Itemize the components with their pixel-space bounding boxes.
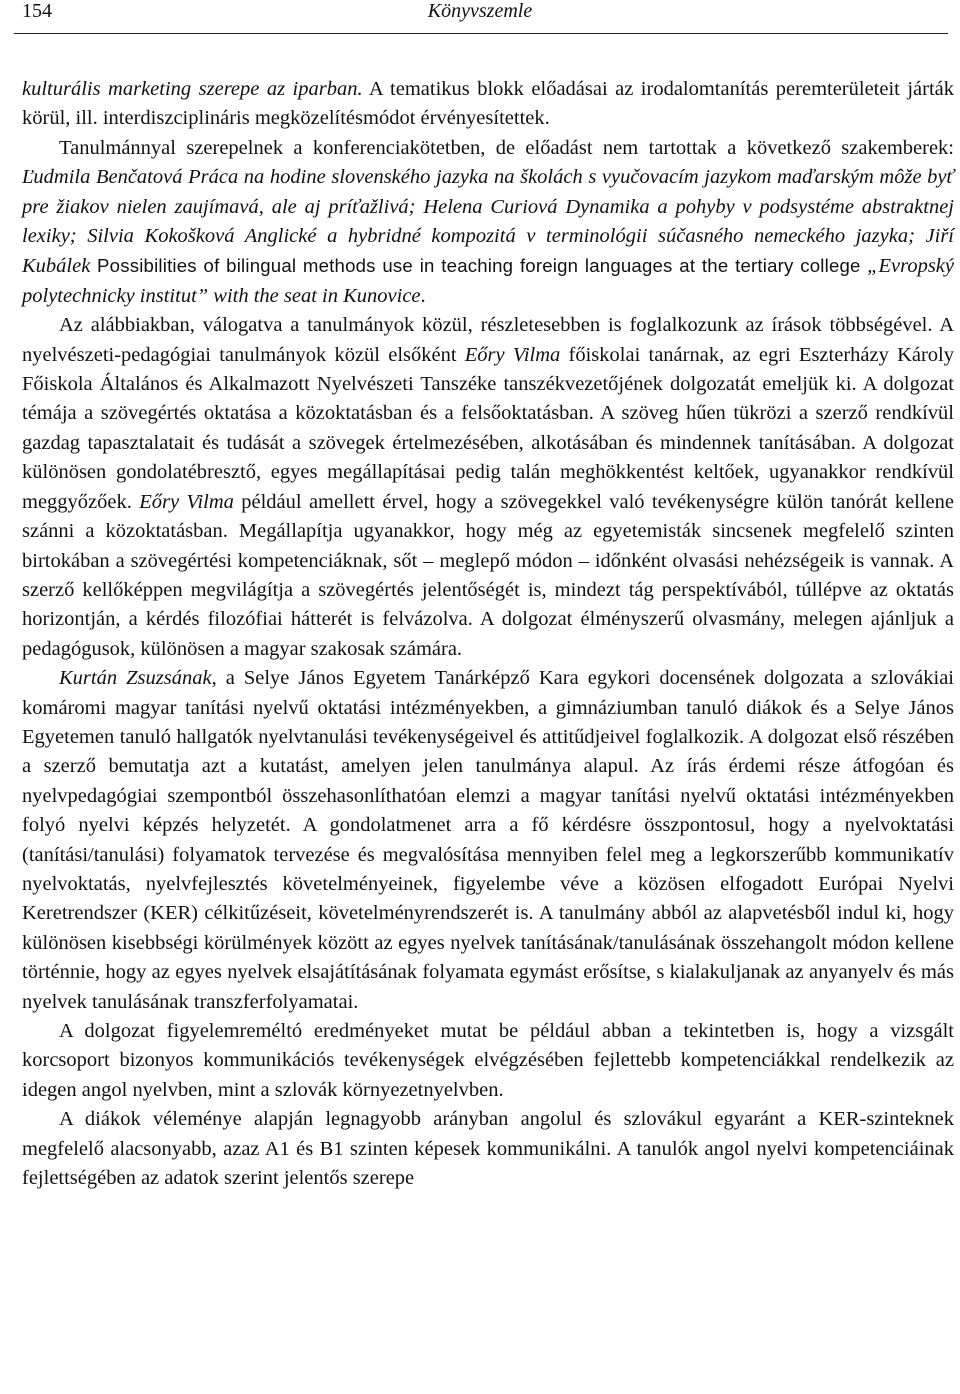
paragraph-6 bbox=[22, 1105, 954, 1193]
paragraph-1-text: A tematikus blokk előadásai az irodalomtanítás peremterületeit járták körül, ill. interdiszciplináris megközelítésmódot érvényesítettek. bbox=[22, 78, 954, 130]
slovak-titles: Ľudmila Benčatová Práca na hodine slovenského jazyka na školách s vyučovacím jazykom maďarským môže byť pre žiakov nielen zaujímavá, ale aj príťažlivá; Helena Curiová Dynamika a pohyby v podsystéme abstraktnej lexiky; Silvia Kokošková Anglické a hybridné kompozitá v terminológii súčasného nemeckého jazyka; Jiří Kubálek bbox=[22, 166, 954, 278]
paragraph-3-c: például amellett érvel, hogy a szövegekkel való tevékenységre külön tanórát kellene szánni a közoktatásban. Megállapítja ugyanakkor, hogy még az egyetemisták sincsenek megfelelő szinten birtokában a szövegértési kompetenciáknak, sőt – meglepő módon – időnként olvasási nehézségeik is vannak. A szerző kellőképpen megvilágítja a szövegértés jelentőségét is, mindezt tág perspektívából, túllépve az oktatás horizontján, a kérdés filozófiai hátterét is felvázolva. A dolgozat élményszerű olvasmány, melegen ajánljuk a pedagógusok, különösen a magyar szakosak számára. bbox=[22, 490, 955, 660]
paragraph-1-italic: kulturális marketing szerepe az iparban. bbox=[22, 78, 363, 100]
running-title: Könyvszemle bbox=[427, 0, 533, 22]
paragraph-4 bbox=[22, 664, 954, 1017]
paragraph-4-text: , a Selye János Egyetem Tanárképző Kara egykori docensének dolgozata a szlovákiai komáromi magyar tanítási nyelvű oktatási intézményekben, a gimnáziumban tanuló diákok és a Selye János Egyetemen tanuló hallgatók nyelvtanulási tevékenységeivel és attitűdjeivel foglalkozik. A dolgozat első részében a szerző bemutatja azt a kutatást, amelyen jelen tanulmánya alapul. Az írás érdemi része átfogóan és nyelvpedagógiai szempontból összehasonlíthatóan elemzi a magyar tanítási nyelvű oktatási intézményekben folyó nyelvi képzés helyzetét. A gondolatmenet arra a fő kérdésre összpontosul, hogy a nyelvoktatási (tanítási/tanulási) folyamatok tervezése és megvalósítása mennyiben felel meg a legkorszerűbb kommunikatív nyelvoktatás, nyelvfejlesztés követelményeinek, figyelembe véve a közösen elfogadott Európai Nyelvi Keretrendszer (KER) célkitűzéseit, követelményrendszerét is. A tanulmány abból az alapvetésből indul ki, hogy különösen kisebbségi körülmények között az egyes nyelvek tanításának/tanulásának összehangolt módon kellene történnie, hogy az egyes nyelvek elsajátításának folyamata egymást erősítse, s kialakuljanak az anyanyelv és más nyelvek tanulásának transzferfolyamatai. bbox=[22, 667, 954, 1013]
paragraph-2-intro: Tanulmánnyal szerepelnek a konferenciakötetben, de előadást nem tartottak a következő szakemberek: bbox=[59, 136, 954, 159]
institute-name: „Evropský polytechnicky institut” with the seat in Kunovice bbox=[22, 255, 955, 307]
paragraph-2-end: . bbox=[420, 284, 426, 307]
paragraph-6-text: A diákok véleménye alapján legnagyobb arányban angolul és szlovákul egyaránt a KER-szinteknek megfelelő alacsonyabb, azaz A1 és B1 szinten képesek kommunikálni. A tanulók angol nyelvi kompetenciáinak fejlettségében az adatok szerint jelentős szerepe bbox=[22, 1108, 954, 1190]
paragraph-1 bbox=[22, 75, 954, 134]
paragraph-3-a: Az alábbiakban, válogatva a tanulmányok közül, részletesebben is foglalkozunk az írások többségével. A nyelvészeti-pedagógiai tanulmányok közül elsőként bbox=[22, 314, 954, 366]
paragraph-2 bbox=[22, 134, 954, 311]
page-header bbox=[0, 0, 960, 30]
paragraph-5-text: A dolgozat figyelemreméltó eredményeket mutat be például abban a tekintetben is, hogy a vizsgált korcsoport bizonyos kommunikációs tevékenységek elvégzésében fejlettebb kompetenciákkal rendelkezik az idegen angol nyelvben, mint a szlovák környezetnyelvben. bbox=[22, 1020, 954, 1101]
paragraph-5 bbox=[22, 1017, 954, 1105]
english-title: Possibilities of bilingual methods use in teaching foreign languages at the tertiary college bbox=[90, 255, 861, 277]
author-name-2: Eőry Vilma bbox=[139, 490, 234, 513]
author-name-1: Eőry Vilma bbox=[464, 343, 561, 366]
article-body bbox=[22, 75, 954, 1193]
author-name-3: Kurtán Zsuzsának bbox=[59, 667, 212, 690]
paragraph-3-b: főiskolai tanárnak, az egri Eszterházy Károly Főiskola Általános és Alkalmazott Nyelvészeti Tanszéke tanszékvezetőjének dolgozatát emeljük ki. A dolgozat témája a szövegértés oktatása a közoktatásban és a felsőoktatásban. A szöveg hűen tükrözi a szerző rendkívül gazdag tapasztalatait és tudását a szövegek értelmezésében, alkotásában és mindennek tanításában. A dolgozat különösen gondolatébresztő, egyes megállapításai pedig talán meghökkentést keltőek, ugyanakkor rendkívül meggyőzőek. bbox=[22, 343, 955, 513]
paragraph-3 bbox=[22, 311, 954, 664]
page-number: 154 bbox=[22, 0, 52, 22]
header-rule bbox=[14, 33, 948, 34]
